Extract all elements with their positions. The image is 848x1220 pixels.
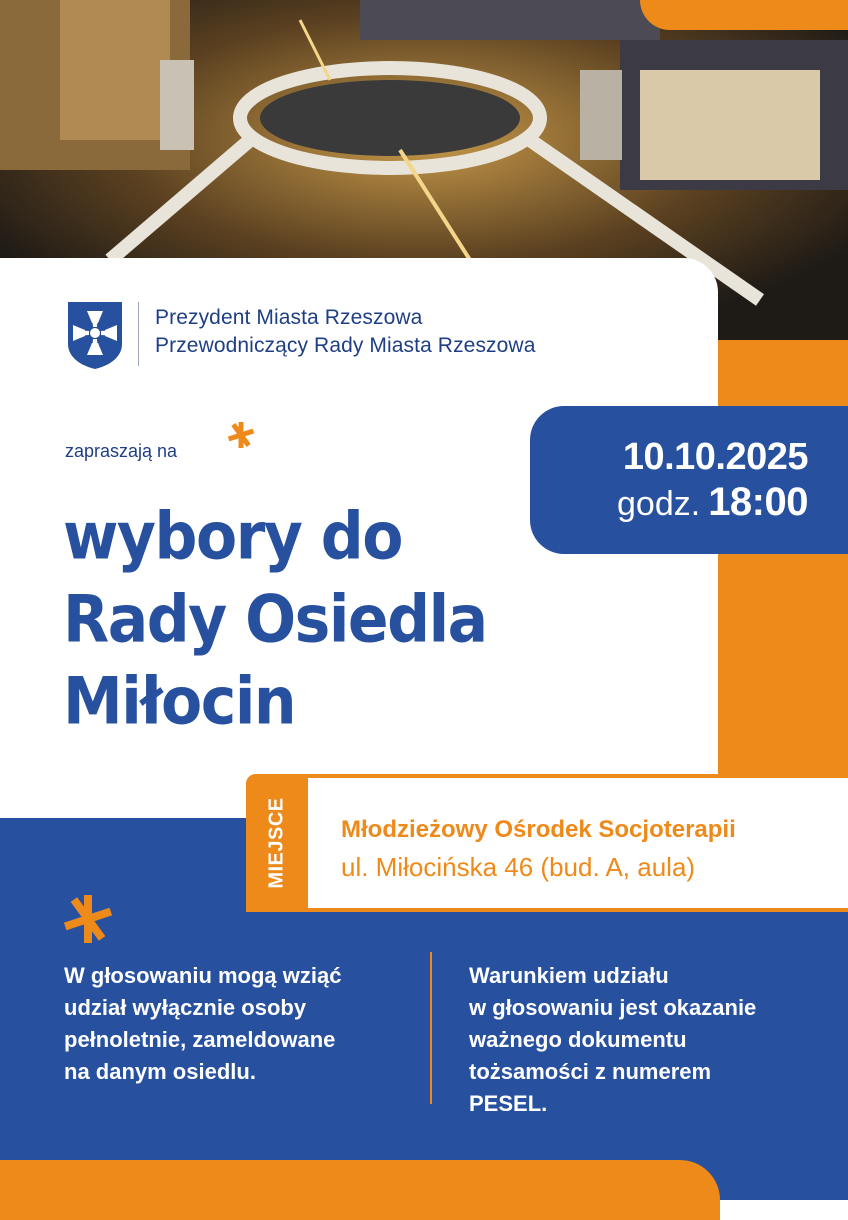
venue-label: MIEJSCE <box>265 797 288 889</box>
requirement-line: w głosowaniu jest okazanie <box>469 995 757 1020</box>
eligibility-line: W głosowaniu mogą wziąć <box>64 963 342 988</box>
venue-name: Młodzieżowy Ośrodek Socjoterapii <box>341 816 736 843</box>
organizer-line-2: Przewodniczący Rady Miasta Rzeszowa <box>155 334 536 357</box>
header-divider <box>138 302 139 366</box>
info-divider <box>430 952 432 1104</box>
rzeszow-coat-of-arms-icon <box>66 300 124 370</box>
time-label: godz. <box>617 485 701 523</box>
requirement-line: tożsamości z numerem <box>469 1059 712 1084</box>
eligibility-line: udział wyłącznie osoby <box>64 995 307 1020</box>
orange-corner-accent <box>640 0 848 30</box>
event-date: 10.10.2025 <box>622 436 808 478</box>
title-line-2: Rady Osiedla <box>63 582 487 658</box>
requirement-line: PESEL. <box>469 1091 548 1116</box>
venue-address: ul. Miłocińska 46 (bud. A, aula) <box>341 852 696 882</box>
orange-footer-band <box>0 1160 720 1220</box>
requirement-line: ważnego dokumentu <box>469 1027 687 1052</box>
eligibility-line: na danym osiedlu. <box>64 1059 256 1084</box>
event-time-row <box>617 480 808 525</box>
requirement-line: Warunkiem udziału <box>469 963 669 988</box>
title-line-3: Miłocin <box>63 664 296 740</box>
organizer-line-1: Prezydent Miasta Rzeszowa <box>155 306 423 329</box>
event-time: 18:00 <box>708 480 808 524</box>
title-line-1: wybory do <box>63 499 402 575</box>
invite-text: zapraszają na <box>65 441 178 461</box>
eligibility-info <box>64 960 414 1088</box>
asterisk-large-icon <box>62 893 114 945</box>
id-requirement-info <box>469 960 814 1120</box>
eligibility-line: pełnoletnie, zameldowane <box>64 1027 336 1052</box>
